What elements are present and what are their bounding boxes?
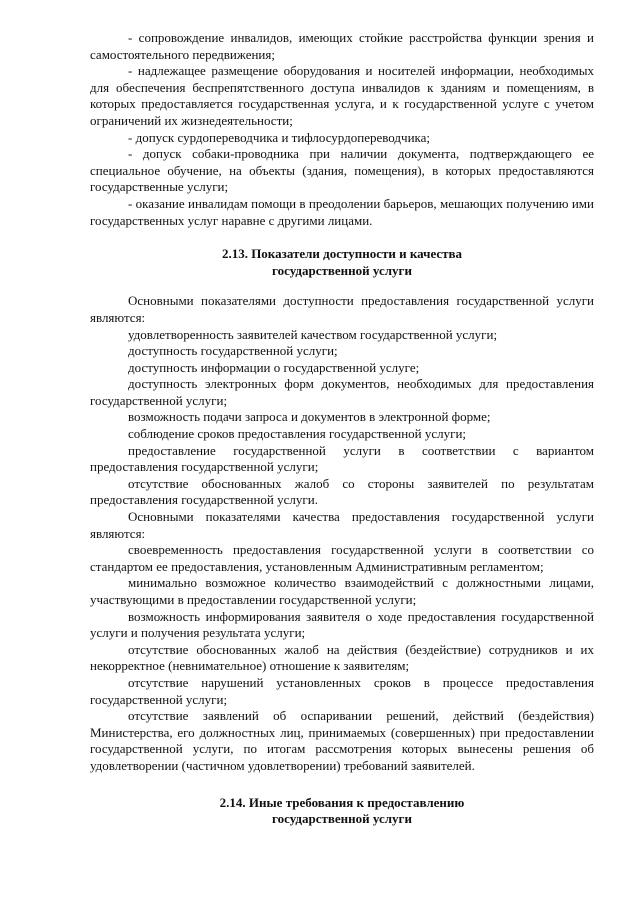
paragraph: - оказание инвалидам помощи в преодолении барьеров, мешающих получению ими государственных услуг наравне с другими лицами. xyxy=(90,195,594,228)
paragraph: отсутствие обоснованных жалоб на действия (бездействие) сотрудников и их некорректное (невнимательное) отношение к заявителям; xyxy=(90,641,594,674)
paragraph: соблюдение сроков предоставления государственной услуги; xyxy=(128,426,467,442)
paragraph: отсутствие заявлений об оспаривании решений, действий (бездействия) Министерства, его должностных лиц, принимаемых (совершенных) при предоставлении государственной услуги, по итогам рассмотрения которых вынесены решения об удовлетворении (частичном удовлетворении) требований заявителей. xyxy=(90,708,594,773)
paragraph: - допуск сурдопереводчика и тифлосурдопереводчика; xyxy=(128,129,431,145)
paragraph: - надлежащее размещение оборудования и носителей информации, необходимых для обеспечения беспрепятственного доступа инвалидов к зданиям и помещениям, в которых предоставляется государственная услуга, и к государственной услуге с учетом ограничений их жизнедеятельности; xyxy=(90,63,594,128)
section-heading-2-13 xyxy=(90,246,594,279)
paragraph: Основными показателями доступности предоставления государственной услуги являются: xyxy=(90,293,594,325)
paragraph: возможность подачи запроса и документов в электронной форме; xyxy=(128,409,491,425)
paragraph: удовлетворенность заявителей качеством государственной услуги; xyxy=(128,326,498,342)
document-page xyxy=(90,30,594,828)
heading-line: государственной услуги xyxy=(272,811,412,827)
section-indicators xyxy=(90,293,594,774)
section-heading-2-14 xyxy=(90,795,594,828)
paragraph: своевременность предоставления государственной услуги в соответствии со стандартом ее предоставления, установленным Административным регламентом; xyxy=(90,542,594,574)
paragraph: доступность электронных форм документов, необходимых для предоставления государственной услуги; xyxy=(90,376,594,408)
paragraph: отсутствие обоснованных жалоб со стороны заявителей по результатам предоставления государственной услуги. xyxy=(90,475,594,508)
paragraph: Основными показателями качества предоставления государственной услуги являются: xyxy=(90,509,594,541)
paragraph: доступность государственной услуги; xyxy=(128,343,338,359)
paragraph: - допуск собаки-проводника при наличии документа, подтверждающего ее специальное обучение, на объекты (здания, помещения), в которых предоставляются государственные услуги; xyxy=(90,146,594,195)
section-accessibility-measures xyxy=(90,30,594,229)
paragraph: возможность информирования заявителя о ходе предоставления государственной услуги и получения результата услуги; xyxy=(90,608,594,641)
paragraph: доступность информации о государственной услуге; xyxy=(128,359,420,375)
heading-line: 2.13. Показатели доступности и качества xyxy=(221,246,463,262)
paragraph: предоставление государственной услуги в соответствии с вариантом предоставления государственной услуги; xyxy=(90,442,594,475)
paragraph: минимально возможное количество взаимодействий с должностными лицами, участвующими в предоставлении государственной услуги; xyxy=(90,575,594,607)
heading-line: государственной услуги xyxy=(272,262,412,278)
paragraph: отсутствие нарушений установленных сроков в процессе предоставления государственной услуги; xyxy=(90,674,594,707)
paragraph: - сопровождение инвалидов, имеющих стойкие расстройства функции зрения и самостоятельного передвижения; xyxy=(90,30,594,62)
heading-line: 2.14. Иные требования к предоставлению xyxy=(219,794,465,810)
